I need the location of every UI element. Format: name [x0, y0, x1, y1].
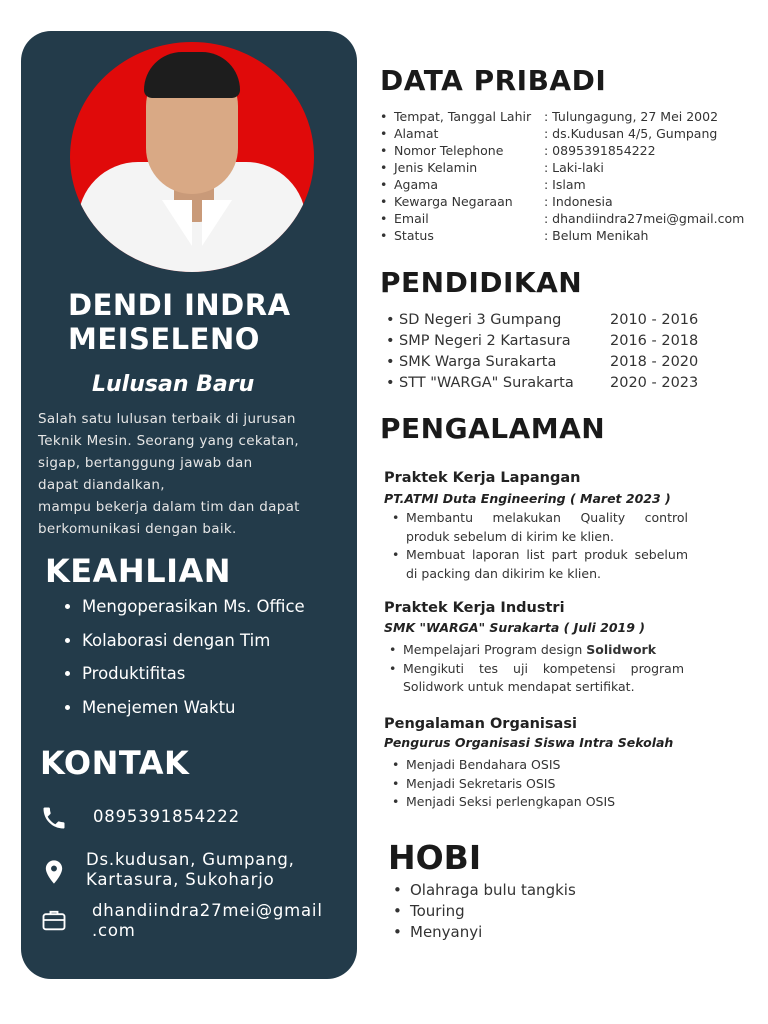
- personal-label: Tempat, Tanggal Lahir: [394, 109, 532, 124]
- hobby-item: • Touring: [393, 901, 576, 922]
- personal-label: Kewarga Negaraan: [394, 194, 513, 209]
- profile-summary: [38, 408, 350, 540]
- profile-photo: [70, 42, 314, 272]
- hobby-item: • Olahraga bulu tangkis: [393, 880, 576, 901]
- personal-value: : Laki-laki: [544, 160, 604, 175]
- personal-value: : Belum Menikah: [544, 228, 649, 243]
- school-name: SMP Negeri 2 Kartasura: [399, 333, 571, 349]
- photo-collar-left: [162, 200, 192, 246]
- skill-item: • Menejemen Waktu: [82, 697, 305, 731]
- org-item: • Menjadi Sekretaris OSIS: [390, 775, 690, 794]
- name-line-1: DENDI INDRA: [68, 288, 291, 322]
- pki-item: • Mengikuti tes uji kompetensi program Solidwork untuk mendapat sertifikat.: [387, 660, 684, 697]
- skill-item: • Kolaborasi dengan Tim: [82, 630, 305, 664]
- contact-phone-text: 0895391854222: [93, 807, 240, 826]
- phone-icon: [40, 804, 70, 834]
- address-line-1: Ds.kudusan, Gumpang,: [86, 850, 295, 869]
- personal-value: : Tulungagung, 27 Mei 2002: [544, 109, 719, 124]
- pki-item-bold: Solidwork: [586, 642, 657, 657]
- personal-value: : Indonesia: [544, 194, 613, 209]
- skill-item: • Produktifitas: [82, 663, 305, 697]
- email-line-1[interactable]: dhandiindra27mei@gmail: [92, 901, 323, 920]
- org-heading: Pengalaman Organisasi: [384, 716, 577, 732]
- pkl-item: • Membuat laporan list part produk sebelum di packing dan dikirim ke klien.: [390, 546, 688, 583]
- pki-item-text: Mempelajari Program design: [403, 642, 587, 657]
- contact-address-text: [86, 850, 295, 890]
- hobbies-title: HOBI: [388, 838, 482, 877]
- school-years: 2016 - 2018: [610, 333, 699, 349]
- personal-label: Jenis Kelamin: [394, 160, 478, 175]
- hobbies-list: [393, 880, 576, 943]
- location-pin-icon: [40, 858, 70, 888]
- summary-line: mampu bekerja dalam tim dan dapat: [38, 499, 300, 515]
- pki-item: [387, 641, 684, 660]
- school-years: 2020 - 2023: [610, 375, 699, 391]
- summary-line: berkomunikasi dengan baik.: [38, 521, 237, 537]
- personal-label: Nomor Telephone: [394, 143, 504, 158]
- personal-label: Email: [394, 211, 429, 226]
- org-place: Pengurus Organisasi Siswa Intra Sekolah: [384, 735, 674, 750]
- summary-line: Salah satu lulusan terbaik di jurusan: [38, 411, 296, 427]
- email-line-2[interactable]: .com: [92, 921, 136, 940]
- photo-collar-right: [202, 200, 232, 246]
- pki-place: SMK "WARGA" Surakarta ( Juli 2019 ): [384, 620, 645, 635]
- contact-title: KONTAK: [40, 744, 190, 782]
- pkl-list: [390, 509, 688, 583]
- pkl-item: • Membantu melakukan Quality control produk sebelum di kirim ke klien.: [390, 509, 688, 546]
- summary-line: sigap, bertanggung jawab dan: [38, 455, 253, 471]
- summary-line: dapat diandalkan,: [38, 477, 165, 493]
- org-item: • Menjadi Bendahara OSIS: [390, 756, 690, 775]
- personal-value: : Islam: [544, 177, 586, 192]
- pki-heading: Praktek Kerja Industri: [384, 600, 565, 616]
- photo-hair: [144, 52, 240, 98]
- briefcase-icon: [40, 906, 70, 936]
- org-item: • Menjadi Seksi perlengkapan OSIS: [390, 793, 690, 812]
- school-years: 2018 - 2020: [610, 354, 699, 370]
- candidate-subtitle: Lulusan Baru: [92, 372, 255, 397]
- education-title: PENDIDIKAN: [380, 266, 583, 299]
- school-years: 2010 - 2016: [610, 312, 699, 328]
- summary-line: Teknik Mesin. Seorang yang cekatan,: [38, 433, 299, 449]
- hobby-item: • Menyanyi: [393, 922, 576, 943]
- personal-value: : ds.Kudusan 4/5, Gumpang: [544, 126, 718, 141]
- school-name: STT "WARGA" Surakarta: [399, 375, 574, 391]
- personal-value: : dhandiindra27mei@gmail.com: [544, 211, 745, 226]
- personal-value: : 0895391854222: [544, 143, 656, 158]
- experience-title: PENGALAMAN: [380, 412, 606, 445]
- personal-label: Agama: [394, 177, 438, 192]
- school-name: SMK Warga Surakarta: [399, 354, 557, 370]
- candidate-name: [68, 288, 291, 356]
- name-line-2: MEISELENO: [68, 322, 260, 356]
- skills-title: KEAHLIAN: [45, 552, 232, 590]
- pkl-place: PT.ATMI Duta Engineering ( Maret 2023 ): [384, 491, 671, 506]
- address-line-2: Kartasura, Sukoharjo: [86, 870, 275, 889]
- pkl-heading: Praktek Kerja Lapangan: [384, 470, 581, 486]
- personal-label: Alamat: [394, 126, 439, 141]
- skills-list: [62, 596, 305, 730]
- org-list: [390, 756, 690, 812]
- skill-item: • Mengoperasikan Ms. Office: [82, 596, 305, 630]
- contact-email-text[interactable]: [92, 901, 323, 941]
- personal-data-title: DATA PRIBADI: [380, 64, 607, 97]
- personal-label: Status: [394, 228, 434, 243]
- school-name: SD Negeri 3 Gumpang: [399, 312, 562, 328]
- pki-list: [387, 641, 684, 697]
